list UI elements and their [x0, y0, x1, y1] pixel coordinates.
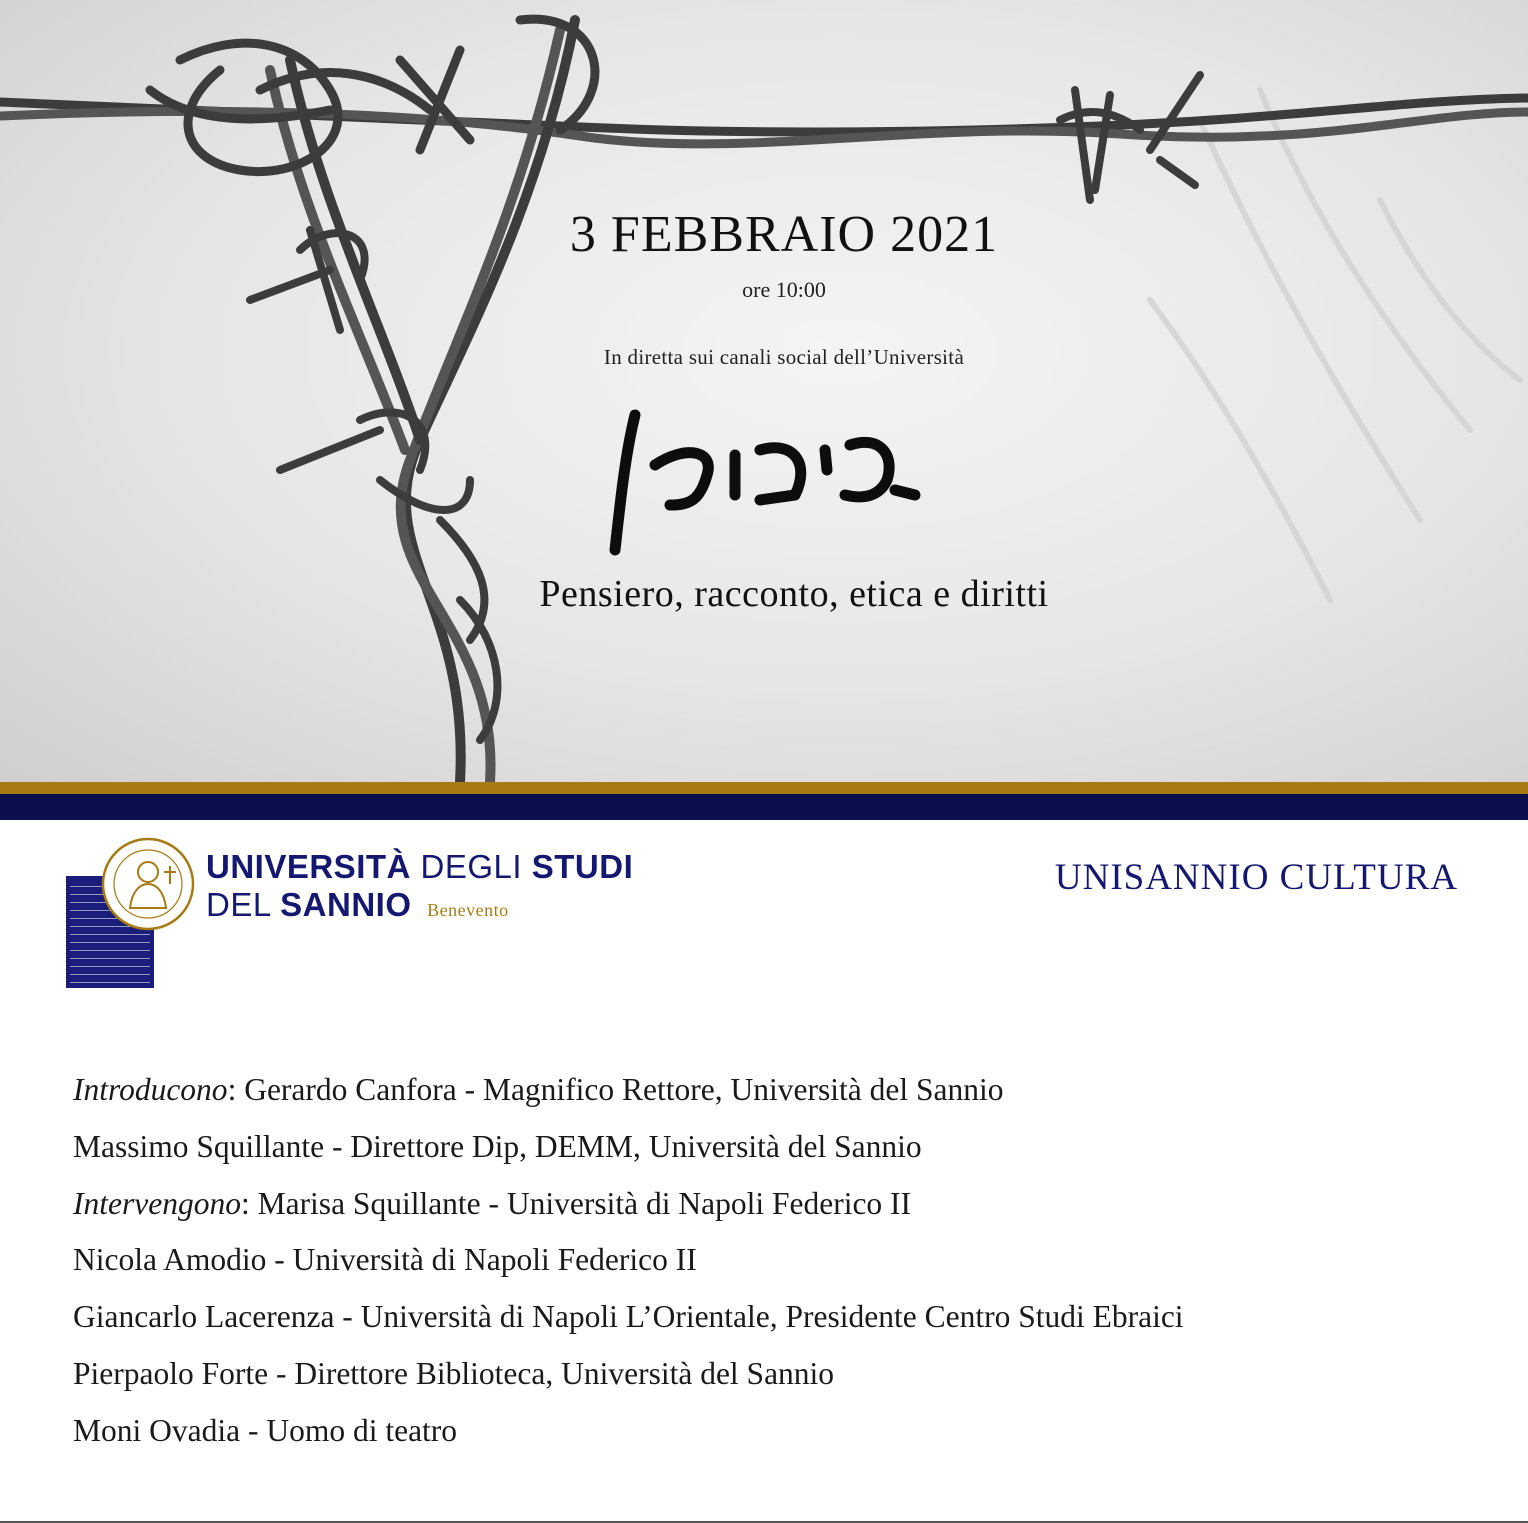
- speaker-text: Giancarlo Lacerenza - Università di Napoli L’Orientale, Presidente Centro Studi Ebraici: [73, 1299, 1184, 1335]
- navy-divider: [0, 794, 1528, 820]
- speaker-text: Massimo Squillante - Direttore Dip, DEMM, Università del Sannio: [73, 1128, 922, 1164]
- speaker-line: [73, 1119, 1493, 1176]
- university-logo: [64, 836, 704, 996]
- speaker-role-label: Intervengono: [73, 1185, 241, 1221]
- speaker-line: [73, 1232, 1493, 1289]
- speaker-line: [73, 1289, 1493, 1346]
- hebrew-handwritten-title: [595, 395, 935, 565]
- event-time: ore 10:00: [742, 277, 826, 302]
- speaker-text: Pierpaolo Forte - Direttore Biblioteca, Università del Sannio: [73, 1355, 835, 1391]
- series-title: UNISANNIO CULTURA: [1054, 857, 1458, 898]
- speaker-line: [73, 1062, 1493, 1119]
- logo-line-2: [206, 886, 509, 924]
- logo-word-del: DEL: [206, 886, 271, 923]
- speaker-line: [73, 1403, 1493, 1460]
- logo-word-universita: UNIVERSITÀ: [206, 848, 411, 885]
- logo-word-degli: DEGLI: [420, 848, 523, 885]
- speaker-text: Moni Ovadia - Uomo di teatro: [73, 1412, 458, 1448]
- event-date: 3 FEBBRAIO 2021: [569, 206, 999, 263]
- logo-word-sannio: SANNIO: [280, 886, 412, 923]
- gold-divider: [0, 782, 1528, 794]
- speaker-list: [73, 1062, 1493, 1460]
- speaker-line: [73, 1346, 1493, 1403]
- broadcast-note: In diretta sui canali social dell’Università: [603, 345, 965, 369]
- logo-line-1: [206, 848, 633, 886]
- speaker-text: : Gerardo Canfora - Magnifico Rettore, Università del Sannio: [227, 1072, 1004, 1107]
- speaker-text: : Marisa Squillante - Università di Napoli Federico II: [240, 1185, 912, 1221]
- event-subtitle: Pensiero, racconto, etica e diritti: [539, 573, 1049, 615]
- university-seal-icon: [100, 836, 196, 932]
- speaker-line: [73, 1176, 1493, 1233]
- logo-city: Benevento: [427, 900, 509, 920]
- logo-word-studi: STUDI: [531, 848, 634, 885]
- speaker-text: Nicola Amodio - Università di Napoli Federico II: [73, 1242, 697, 1278]
- speaker-role-label: Introducono: [73, 1072, 228, 1107]
